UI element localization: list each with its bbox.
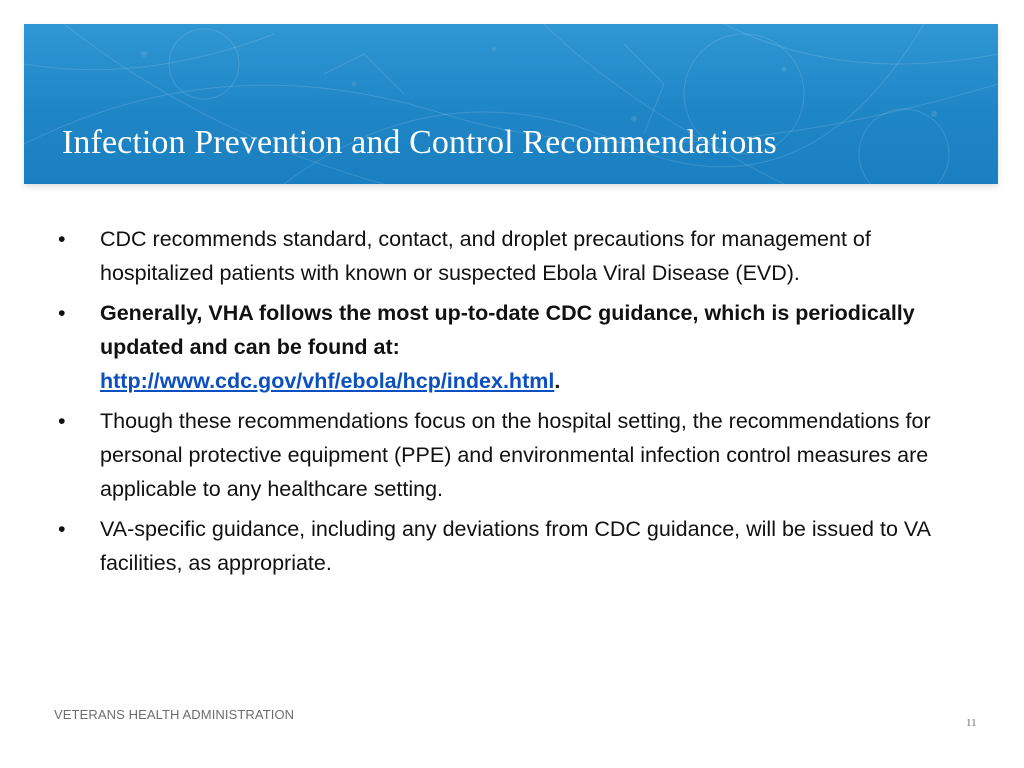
bullet-marker: • xyxy=(58,227,66,251)
footer-organization: VETERANS HEALTH ADMINISTRATION xyxy=(54,707,295,722)
bullet-item xyxy=(56,512,968,580)
bullet-marker: • xyxy=(58,409,66,433)
cdc-guidance-link[interactable]: http://www.cdc.gov/vhf/ebola/hcp/index.html xyxy=(100,369,555,393)
bullet-text: CDC recommends standard, contact, and droplet precautions for management of hospitalized patients with known or suspected Ebola Viral Disease (EVD). xyxy=(100,227,871,285)
bullet-text: Though these recommendations focus on the hospital setting, the recommendations for personal protective equipment (PPE) and environmental infection control measures are applicable to any healthcare setting. xyxy=(100,409,931,501)
bullet-text: Generally, VHA follows the most up-to-date CDC guidance, which is periodically updated and can be found at: xyxy=(100,301,915,359)
bullet-text: VA-specific guidance, including any deviations from CDC guidance, will be issued to VA facilities, as appropriate. xyxy=(100,517,930,575)
bullet-item xyxy=(56,404,968,506)
bullet-marker: • xyxy=(58,517,66,541)
bullet-suffix: . xyxy=(554,369,561,393)
bullet-marker: • xyxy=(58,301,66,325)
bullet-item xyxy=(56,296,968,398)
bullet-list xyxy=(56,222,968,586)
title-banner xyxy=(24,24,998,184)
page-number: 11 xyxy=(966,717,977,729)
bullet-item xyxy=(56,222,968,290)
slide-title: Infection Prevention and Control Recommendations xyxy=(62,124,777,161)
